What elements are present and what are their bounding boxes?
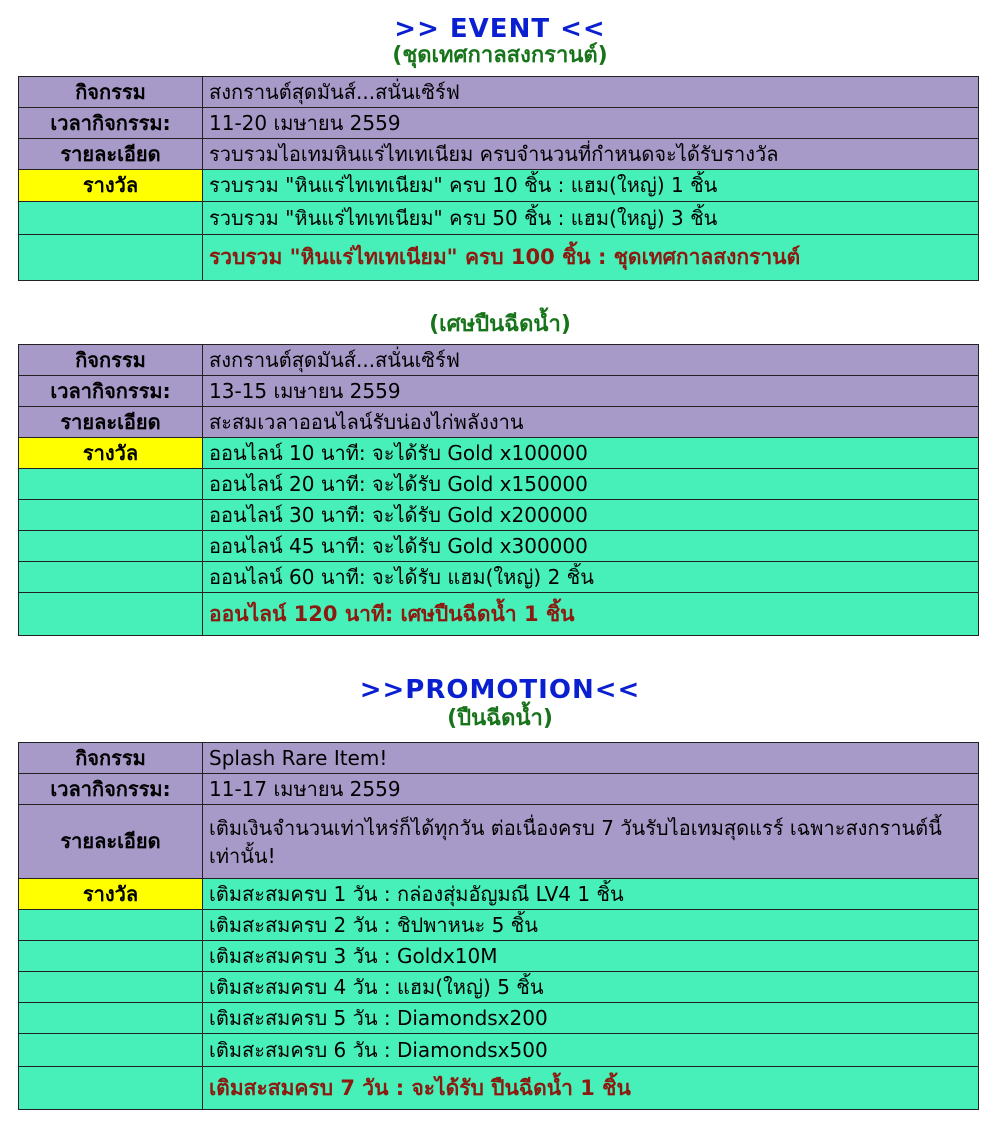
reward-item: ออนไลน์ 30 นาที: จะได้รับ Gold x200000 [203, 500, 979, 531]
reward-item: รวบรวม "หินแร่ไทเทเนียม" ครบ 50 ชิ้น : แฮม(ใหญ่) 3 ชิ้น [203, 202, 979, 235]
reward-item-grand: รวบรวม "หินแร่ไทเทเนียม" ครบ 100 ชิ้น : ชุดเทศกาลสงกรานต์ [203, 235, 979, 281]
time-label: เวลากิจกรรม: [19, 774, 203, 805]
reward-label-empty [19, 500, 203, 531]
detail-value: เติมเงินจำนวนเท่าไหร่ก็ได้ทุกวัน ต่อเนื่องครบ 7 วันรับไอเทมสุดแรร์ เฉพาะสงกรานต์นี้เท่านั้น! [203, 805, 979, 879]
activity-value: สงกรานต์สุดมันส์...สนั่นเซิร์ฟ [203, 345, 979, 376]
table-row [19, 469, 979, 500]
activity-label: กิจกรรม [19, 743, 203, 774]
time-value: 11-17 เมษายน 2559 [203, 774, 979, 805]
reward-item: เติมสะสมครบ 3 วัน : Goldx10M [203, 941, 979, 972]
reward-label-empty [19, 469, 203, 500]
reward-item-grand: เติมสะสมครบ 7 วัน : จะได้รับ ปืนฉีดน้ำ 1 ชิ้น [203, 1067, 979, 1110]
reward-item: รวบรวม "หินแร่ไทเทเนียม" ครบ 10 ชิ้น : แฮม(ใหญ่) 1 ชิ้น [203, 170, 979, 202]
table-row [19, 407, 979, 438]
event-table-water-gun-fragment [18, 344, 979, 636]
table-row [19, 562, 979, 593]
reward-item: ออนไลน์ 45 นาที: จะได้รับ Gold x300000 [203, 531, 979, 562]
table-row [19, 376, 979, 407]
event-table-songkran-set [18, 76, 979, 281]
promotion-subheading-water-gun: (ปืนฉีดน้ำ) [447, 706, 553, 731]
table-row [19, 593, 979, 636]
reward-item-grand: ออนไลน์ 120 นาที: เศษปืนฉีดน้ำ 1 ชิ้น [203, 593, 979, 636]
table-row [19, 500, 979, 531]
reward-item: เติมสะสมครบ 1 วัน : กล่องสุ่มอัญมณี LV4 1 ชิ้น [203, 879, 979, 910]
reward-label-empty [19, 910, 203, 941]
table-row [19, 879, 979, 910]
promotion-heading: >>PROMOTION<< [359, 675, 641, 705]
table-row [19, 910, 979, 941]
reward-item: ออนไลน์ 20 นาที: จะได้รับ Gold x150000 [203, 469, 979, 500]
reward-label: รางวัล [19, 879, 203, 910]
reward-label: รางวัล [19, 170, 203, 202]
reward-item: เติมสะสมครบ 5 วัน : Diamondsx200 [203, 1003, 979, 1034]
reward-label-empty [19, 1067, 203, 1110]
time-value: 11-20 เมษายน 2559 [203, 108, 979, 139]
detail-label: รายละเอียด [19, 805, 203, 879]
detail-value: รวบรวมไอเทมหินแร่ไทเทเนียม ครบจำนวนที่กำหนดจะได้รับรางวัล [203, 139, 979, 170]
table-row [19, 108, 979, 139]
time-label: เวลากิจกรรม: [19, 108, 203, 139]
reward-label-empty [19, 562, 203, 593]
table-row [19, 139, 979, 170]
reward-item: เติมสะสมครบ 6 วัน : Diamondsx500 [203, 1034, 979, 1067]
activity-label: กิจกรรม [19, 77, 203, 108]
table-row [19, 805, 979, 879]
event-subheading-water-gun-fragment: (เศษปืนฉีดน้ำ) [429, 312, 571, 337]
table-row [19, 743, 979, 774]
reward-label-empty [19, 1003, 203, 1034]
table-row [19, 1034, 979, 1067]
event-heading: >> EVENT << [394, 14, 606, 44]
reward-label-empty [19, 593, 203, 636]
promotion-table-water-gun [18, 742, 979, 1110]
reward-label-empty [19, 941, 203, 972]
table-row [19, 941, 979, 972]
table-row [19, 1003, 979, 1034]
detail-label: รายละเอียด [19, 407, 203, 438]
table-row [19, 972, 979, 1003]
table-row [19, 202, 979, 235]
reward-label: รางวัล [19, 438, 203, 469]
table-row [19, 531, 979, 562]
activity-value: Splash Rare Item! [203, 743, 979, 774]
table-row [19, 438, 979, 469]
reward-item: ออนไลน์ 10 นาที: จะได้รับ Gold x100000 [203, 438, 979, 469]
reward-label-empty [19, 1034, 203, 1067]
table-row [19, 345, 979, 376]
reward-label-empty [19, 972, 203, 1003]
detail-value: สะสมเวลาออนไลน์รับน่องไก่พลังงาน [203, 407, 979, 438]
table-row [19, 77, 979, 108]
reward-item: เติมสะสมครบ 4 วัน : แฮม(ใหญ่) 5 ชิ้น [203, 972, 979, 1003]
reward-label-empty [19, 531, 203, 562]
time-label: เวลากิจกรรม: [19, 376, 203, 407]
activity-label: กิจกรรม [19, 345, 203, 376]
time-value: 13-15 เมษายน 2559 [203, 376, 979, 407]
table-row [19, 235, 979, 281]
reward-label-empty [19, 235, 203, 281]
activity-value: สงกรานต์สุดมันส์...สนั่นเซิร์ฟ [203, 77, 979, 108]
table-row [19, 170, 979, 202]
event-subheading-songkran-set: (ชุดเทศกาลสงกรานต์) [392, 43, 608, 68]
reward-item: ออนไลน์ 60 นาที: จะได้รับ แฮม(ใหญ่) 2 ชิ้น [203, 562, 979, 593]
detail-label: รายละเอียด [19, 139, 203, 170]
reward-label-empty [19, 202, 203, 235]
reward-item: เติมสะสมครบ 2 วัน : ชิปพาหนะ 5 ชิ้น [203, 910, 979, 941]
table-row [19, 774, 979, 805]
table-row [19, 1067, 979, 1110]
